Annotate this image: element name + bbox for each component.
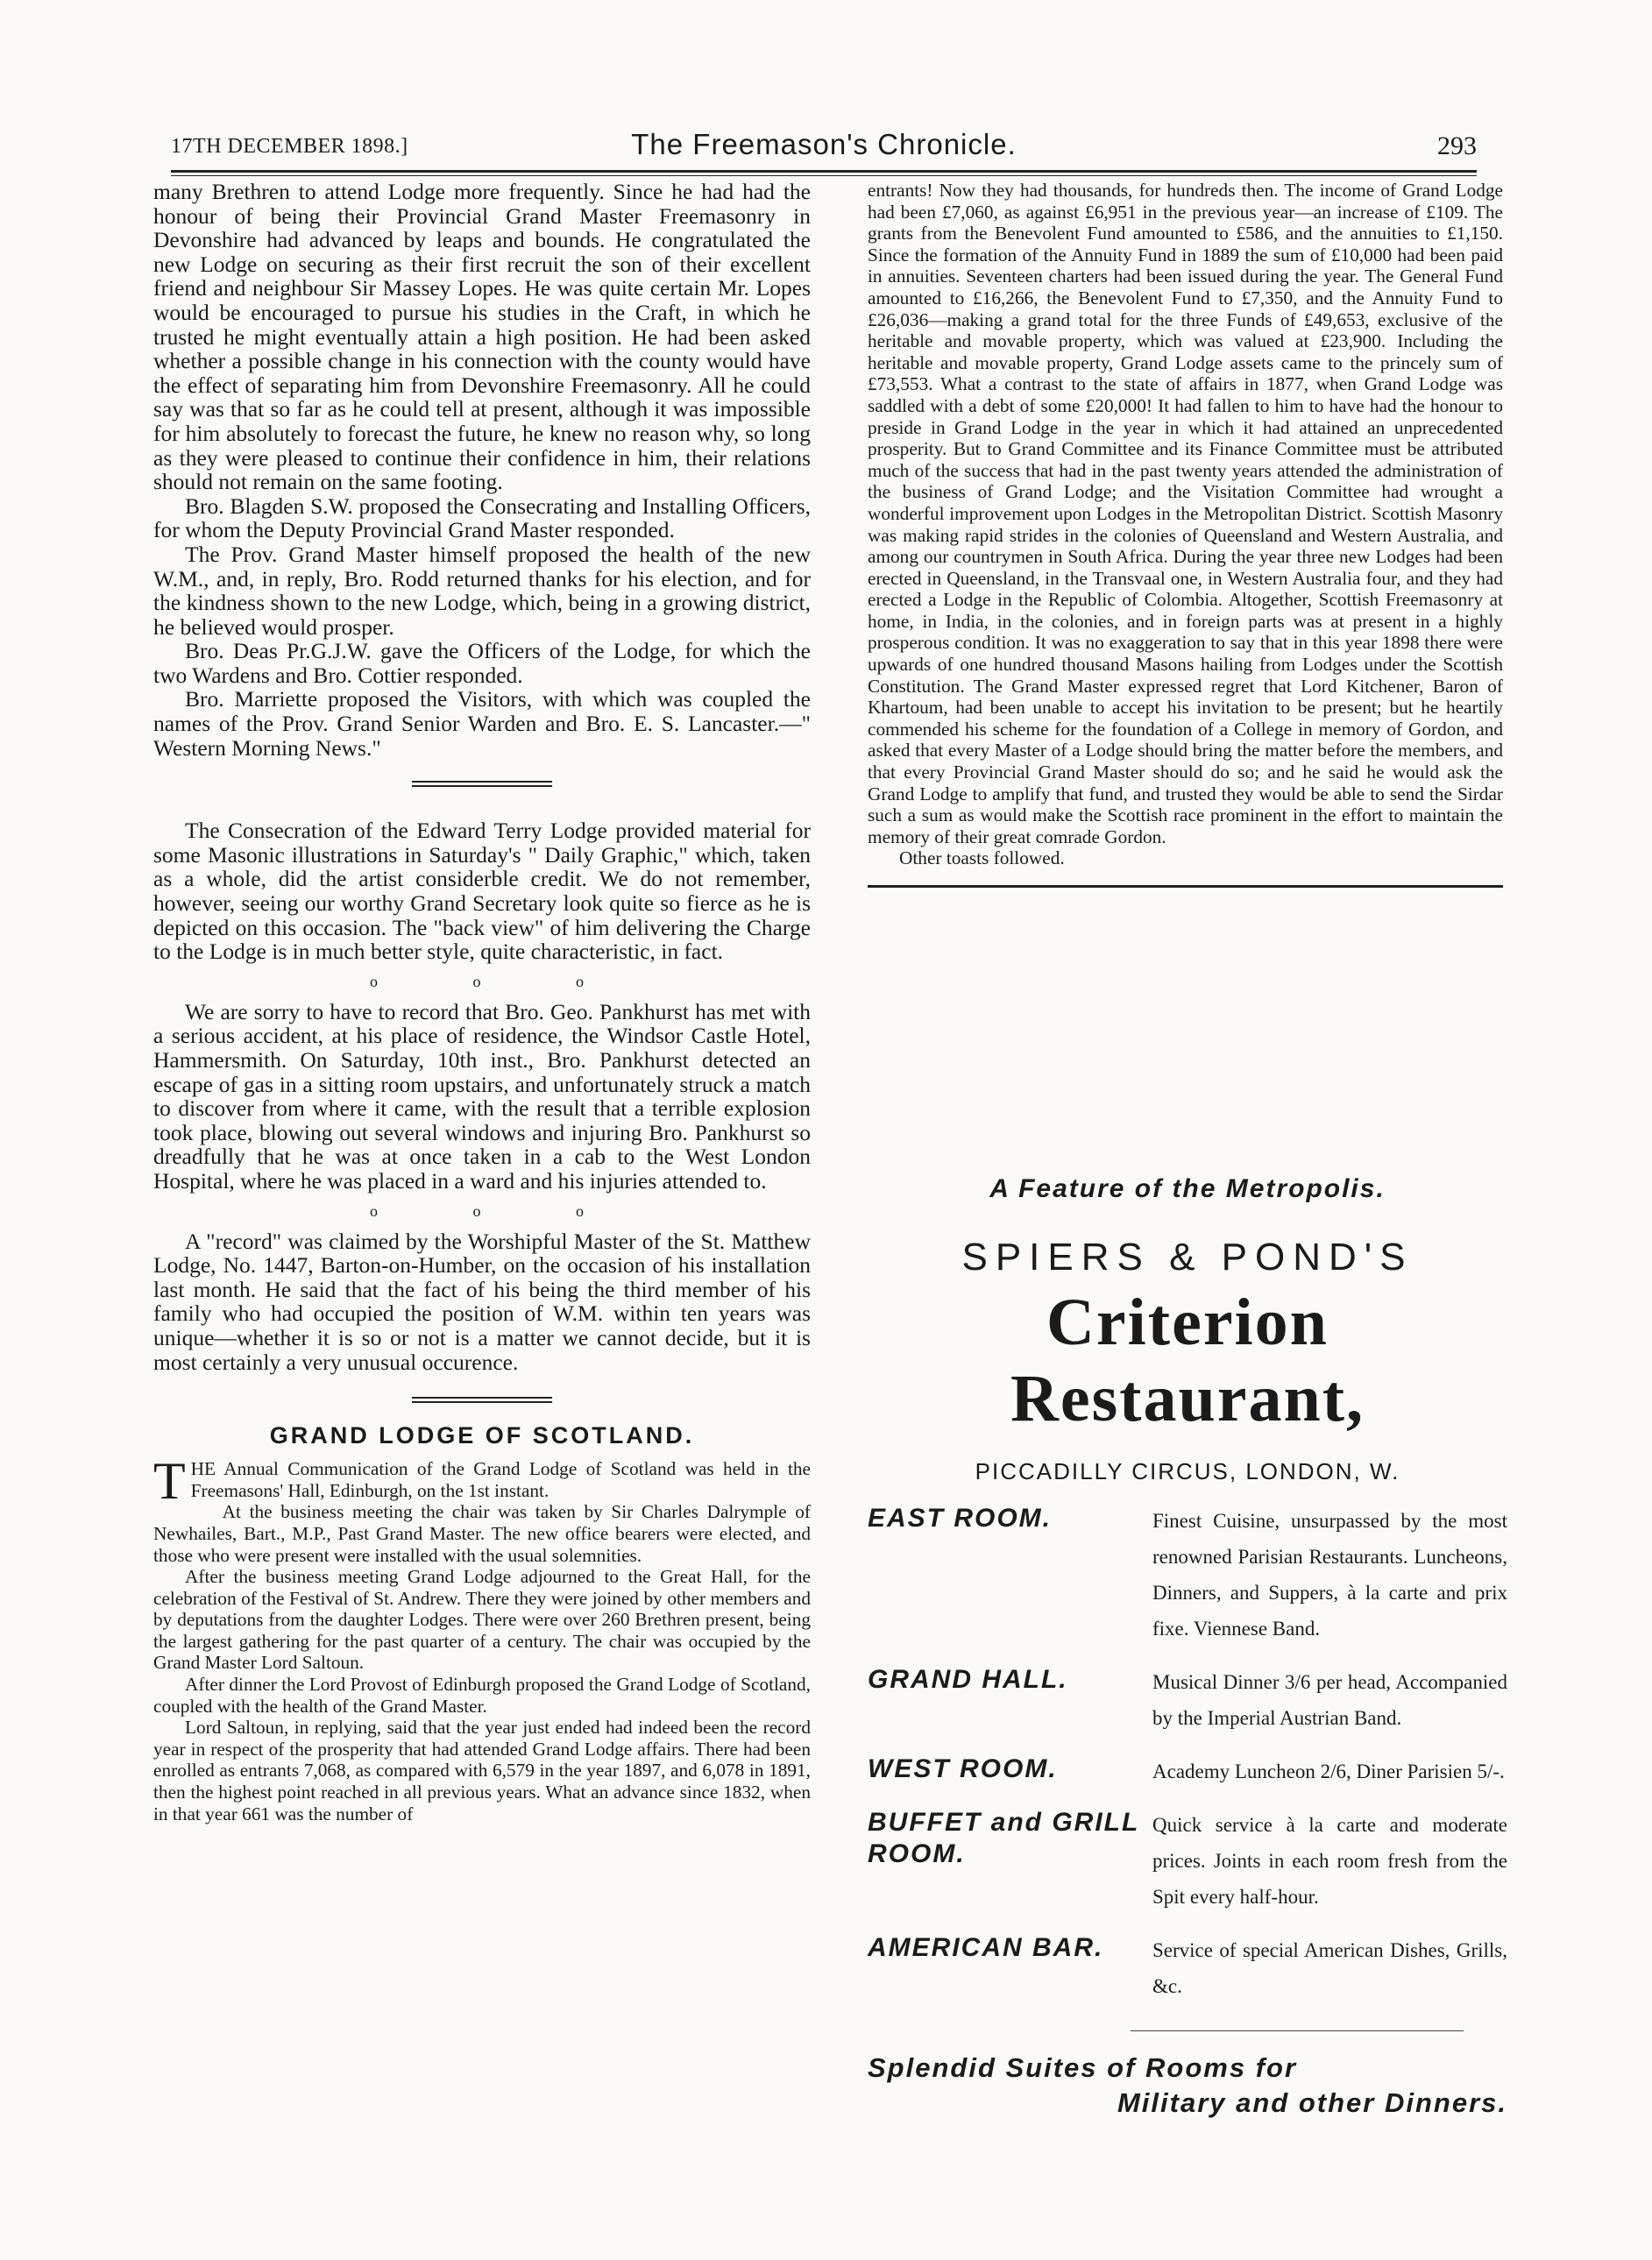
paragraph: many Brethren to attend Lodge more frequently. Since he had had the honour of being their Provincial Grand Master Freemasonry in Devonshire had advanced by leaps and bounds. He congratulated the new Lodge on securing as their first recruit the son of their excellent friend and neighbour Sir Massey Lopes. He was quite certain Mr. Lopes would be encouraged to pursue his studies in the Craft, in which he trusted he might eventually attain a high position. He had been asked whether a possible change in his connection with the county would have the effect of separating him from Devonshire Freemasonry. All he could say was that so far as he could tell at present, although it was impossible for him absolutely to forecast the future, he knew no reason why, so long as they were pleased to continue their confidence in him, their relations should not remain on the same footing. [153,179,811,495]
paragraph: Lord Saltoun, in replying, said that the year just ended had indeed been the record year in respect of the prosperity that had attended Grand Lodge affairs. There had been enrolled as entrants 7,068, as compared with 6,579 in the year 1897, and 6,078 in 1891, then the highest point reached in all previous years. What an advance since 1832, when in that year 661 was the number of [153,1717,811,1824]
paragraph: entrants! Now they had thousands, for hundreds then. The income of Grand Lodge had been £7,060, as against £6,951 in the previous year—an increase of £109. The grants from the Benevolent Fund amounted to £586, and the annuities to £1,150. Since the formation of the Annuity Fund in 1889 the sum of £10,000 had been paid in annuities. Seventeen charters had been issued during the year. The General Fund amounted to £16,266, the Benevolent Fund to £7,350, and the Annuity Fund to £26,036—making a grand total for the three Funds of £49,653, exclusive of the heritable and movable property, which was valued at £23,900. Including the heritable and movable property, Grand Lodge assets came to the princely sum of £73,553. What a contrast to the state of affairs in 1877, when Grand Lodge was saddled with a debt of some £20,000! It had fallen to him to have had the honour to preside in Grand Lodge in the year in which it had attained an unprecedented prosperity. But to Grand Committee and its Finance Committee must be attributed much of the success that had in the past twenty years attended the administration of the business of Grand Lodge; and the Visitation Committee had wrought a wonderful improvement upon Lodges in the Metropolitan District. Scottish Masonry was making rapid strides in the colonies of Queensland and Western Australia, and among our countrymen in South Africa. During the year three new Lodges had been erected in Queensland, in the Transvaal one, in Western Australia four, and they had erected a Lodge in the Republic of Colombia. Altogether, Scottish Freemasonry at home, in India, in the colonies, and in foreign parts was at present in a highly prosperous condition. It was no exaggeration to say that in this year 1898 there were upwards of one hundred thousand Masons hailing from Lodges under the Scottish Constitution. The Grand Master expressed regret that Lord Kitchener, Baron of Khartoum, had been unable to accept his invitation to be present; but he heartily commended his scheme for the foundation of a College in memory of Gordon, and asked that every Master of a Lodge should bring the matter before the members, and that every Provincial Grand Master should do so; and he said he would ask the Grand Lodge to amplify that fund, and trusted they would be able to send the Sirdar such a sum as would make the Scottish race prominent in the effort to maintain the memory of their great comrade Gordon. [868,180,1503,847]
room-name: GRAND HALL. [868,1665,1068,1694]
criterion-advertisement [868,1157,1507,2121]
section-divider [412,781,552,787]
paragraph: At the business meeting the chair was taken by Sir Charles Dalrymple of Newhailes, Bart., M.P., Past Grand Master. The new office bearers were elected, and those who were present were installed with the usual solemnities. [153,1501,811,1566]
paragraph-separator: o o o [370,972,629,990]
masthead-title: The Freemason's Chronicle. [631,128,1017,160]
ad-footer [868,2051,1507,2121]
ad-room-entry [868,1753,1507,1789]
room-description: Academy Luncheon 2/6, Diner Parisien 5/-. [1152,1761,1505,1782]
paragraph: Bro. Deas Pr.G.J.W. gave the Officers of the Lodge, for which the two Wardens and Bro. Cottier responded. [153,638,811,688]
issue-date: 17TH DECEMBER 1898.] [171,135,408,158]
room-description: Service of special American Dishes, Grills, &c. [1152,1939,1507,1997]
ad-proprietors: SPIERS & POND'S [961,1236,1414,1279]
paragraph: Bro. Blagden S.W. proposed the Consecrating and Installing Officers, for whom the Deputy Provincial Grand Master responded. [153,492,811,543]
section-divider [412,1397,552,1403]
paragraph-separator: o o o [370,1201,629,1220]
paragraph: The Consecration of the Edward Terry Lodge provided material for some Masonic illustrations in Saturday's " Daily Graphic," which, taken as a whole, did the artist considerble credit. We do not remember, however, seeing our worthy Grand Secretary look quite so fierce as he is depicted on this occasion. The "back view" of him delivering the Charge to the Lodge is in much better style, quite characteristic, in fact. [153,818,811,965]
ad-restaurant-name: Criterion Restaurant, [1010,1286,1365,1435]
room-description: Finest Cuisine, unsurpassed by the most renowned Parisian Restaurants. Luncheons, Dinners, and Suppers, à la carte and prix fixe. Viennese Band. [1152,1510,1507,1640]
ad-footer-line: Splendid Suites of Rooms for [868,2052,1298,2083]
room-description: Quick service à la carte and moderate prices. Joints in each room fresh from the Spit every half-hour. [1152,1814,1507,1908]
section-heading: GRAND LODGE OF SCOTLAND. [269,1422,695,1449]
paragraph: After dinner the Lord Provost of Edinburgh proposed the Grand Lodge of Scotland, coupled with the health of the Grand Master. [153,1674,811,1717]
paragraph: Bro. Marriette proposed the Visitors, with which was coupled the names of the Prov. Grand Senior Warden and Bro. E. S. Lancaster.—" Western Morning News." [153,686,811,761]
ad-address: PICCADILLY CIRCUS, LONDON, W. [975,1458,1400,1484]
running-head [171,128,1477,166]
paragraph: We are sorry to have to record that Bro. Geo. Pankhurst has met with a serious accident, at his place of residence, the Windsor Castle Hotel, Hammersmith. On Saturday, 10th inst., Bro. Pankhurst detected an escape of gas in a sitting room upstairs, and unfortunately struck a match to discover from where it came, with the result that a terrible explosion took place, blowing out several windows and injuring Bro. Pankhurst so dreadfully that he was at once taken in a cab to the West London Hospital, where he was placed in a ward and his injuries attended to. [153,998,811,1194]
room-name: AMERICAN BAR. [868,1933,1104,1962]
ad-room-entry [868,1503,1507,1647]
ad-feature-line: A Feature of the Metropolis. [989,1174,1386,1203]
paragraph: A "record" was claimed by the Worshipful Master of the St. Matthew Lodge, No. 1447, Barton-on-Humber, on the occasion of his installation last month. He said that the fact of his being the third member of his family who had occupied the position of W.M. within ten years was unique—whether it is so or not is a matter we cannot decide, but it is most certainly a very unusual occurence. [153,1228,811,1375]
drop-cap: T [153,1452,186,1511]
ad-room-entry [868,1664,1507,1736]
ad-room-entry [868,1807,1507,1915]
paragraph: THE Annual Communication of the Grand Lodge of Scotland was held in the Freemasons' Hall, Edinburgh, on the 1st instant. [153,1452,811,1511]
paragraph: After the business meeting Grand Lodge adjourned to the Great Hall, for the celebration of the Festival of St. Andrew. There they were joined by other members and by deputations from the daughter Lodges. There were over 260 Brethren present, being the largest gathering for the past quarter of a century. The chair was occupied by the Grand Master Lord Saltoun. [153,1566,811,1674]
ad-room-entry [868,1932,1507,2004]
left-column [153,180,811,1824]
page-number: 293 [1437,131,1477,160]
column-rule [868,885,1503,888]
room-description: Musical Dinner 3/6 per head, Accompanied by the Imperial Austrian Band. [1152,1671,1507,1729]
header-rule [171,170,1477,176]
room-name: BUFFET and GRILL ROOM. [868,1808,1139,1868]
ad-footer-line: Military and other Dinners. [1117,2087,1507,2118]
room-name: WEST ROOM. [868,1754,1058,1783]
paragraph: The Prov. Grand Master himself proposed the health of the new W.M., and, in reply, Bro. Rodd returned thanks for his election, and for the kindness shown to the new Lodge, which, being in a growing district, he believed would prosper. [153,541,811,640]
paragraph: Other toasts followed. [899,847,1065,869]
right-column [868,180,1503,888]
ad-divider [1131,2030,1464,2031]
room-name: EAST ROOM. [868,1504,1053,1533]
